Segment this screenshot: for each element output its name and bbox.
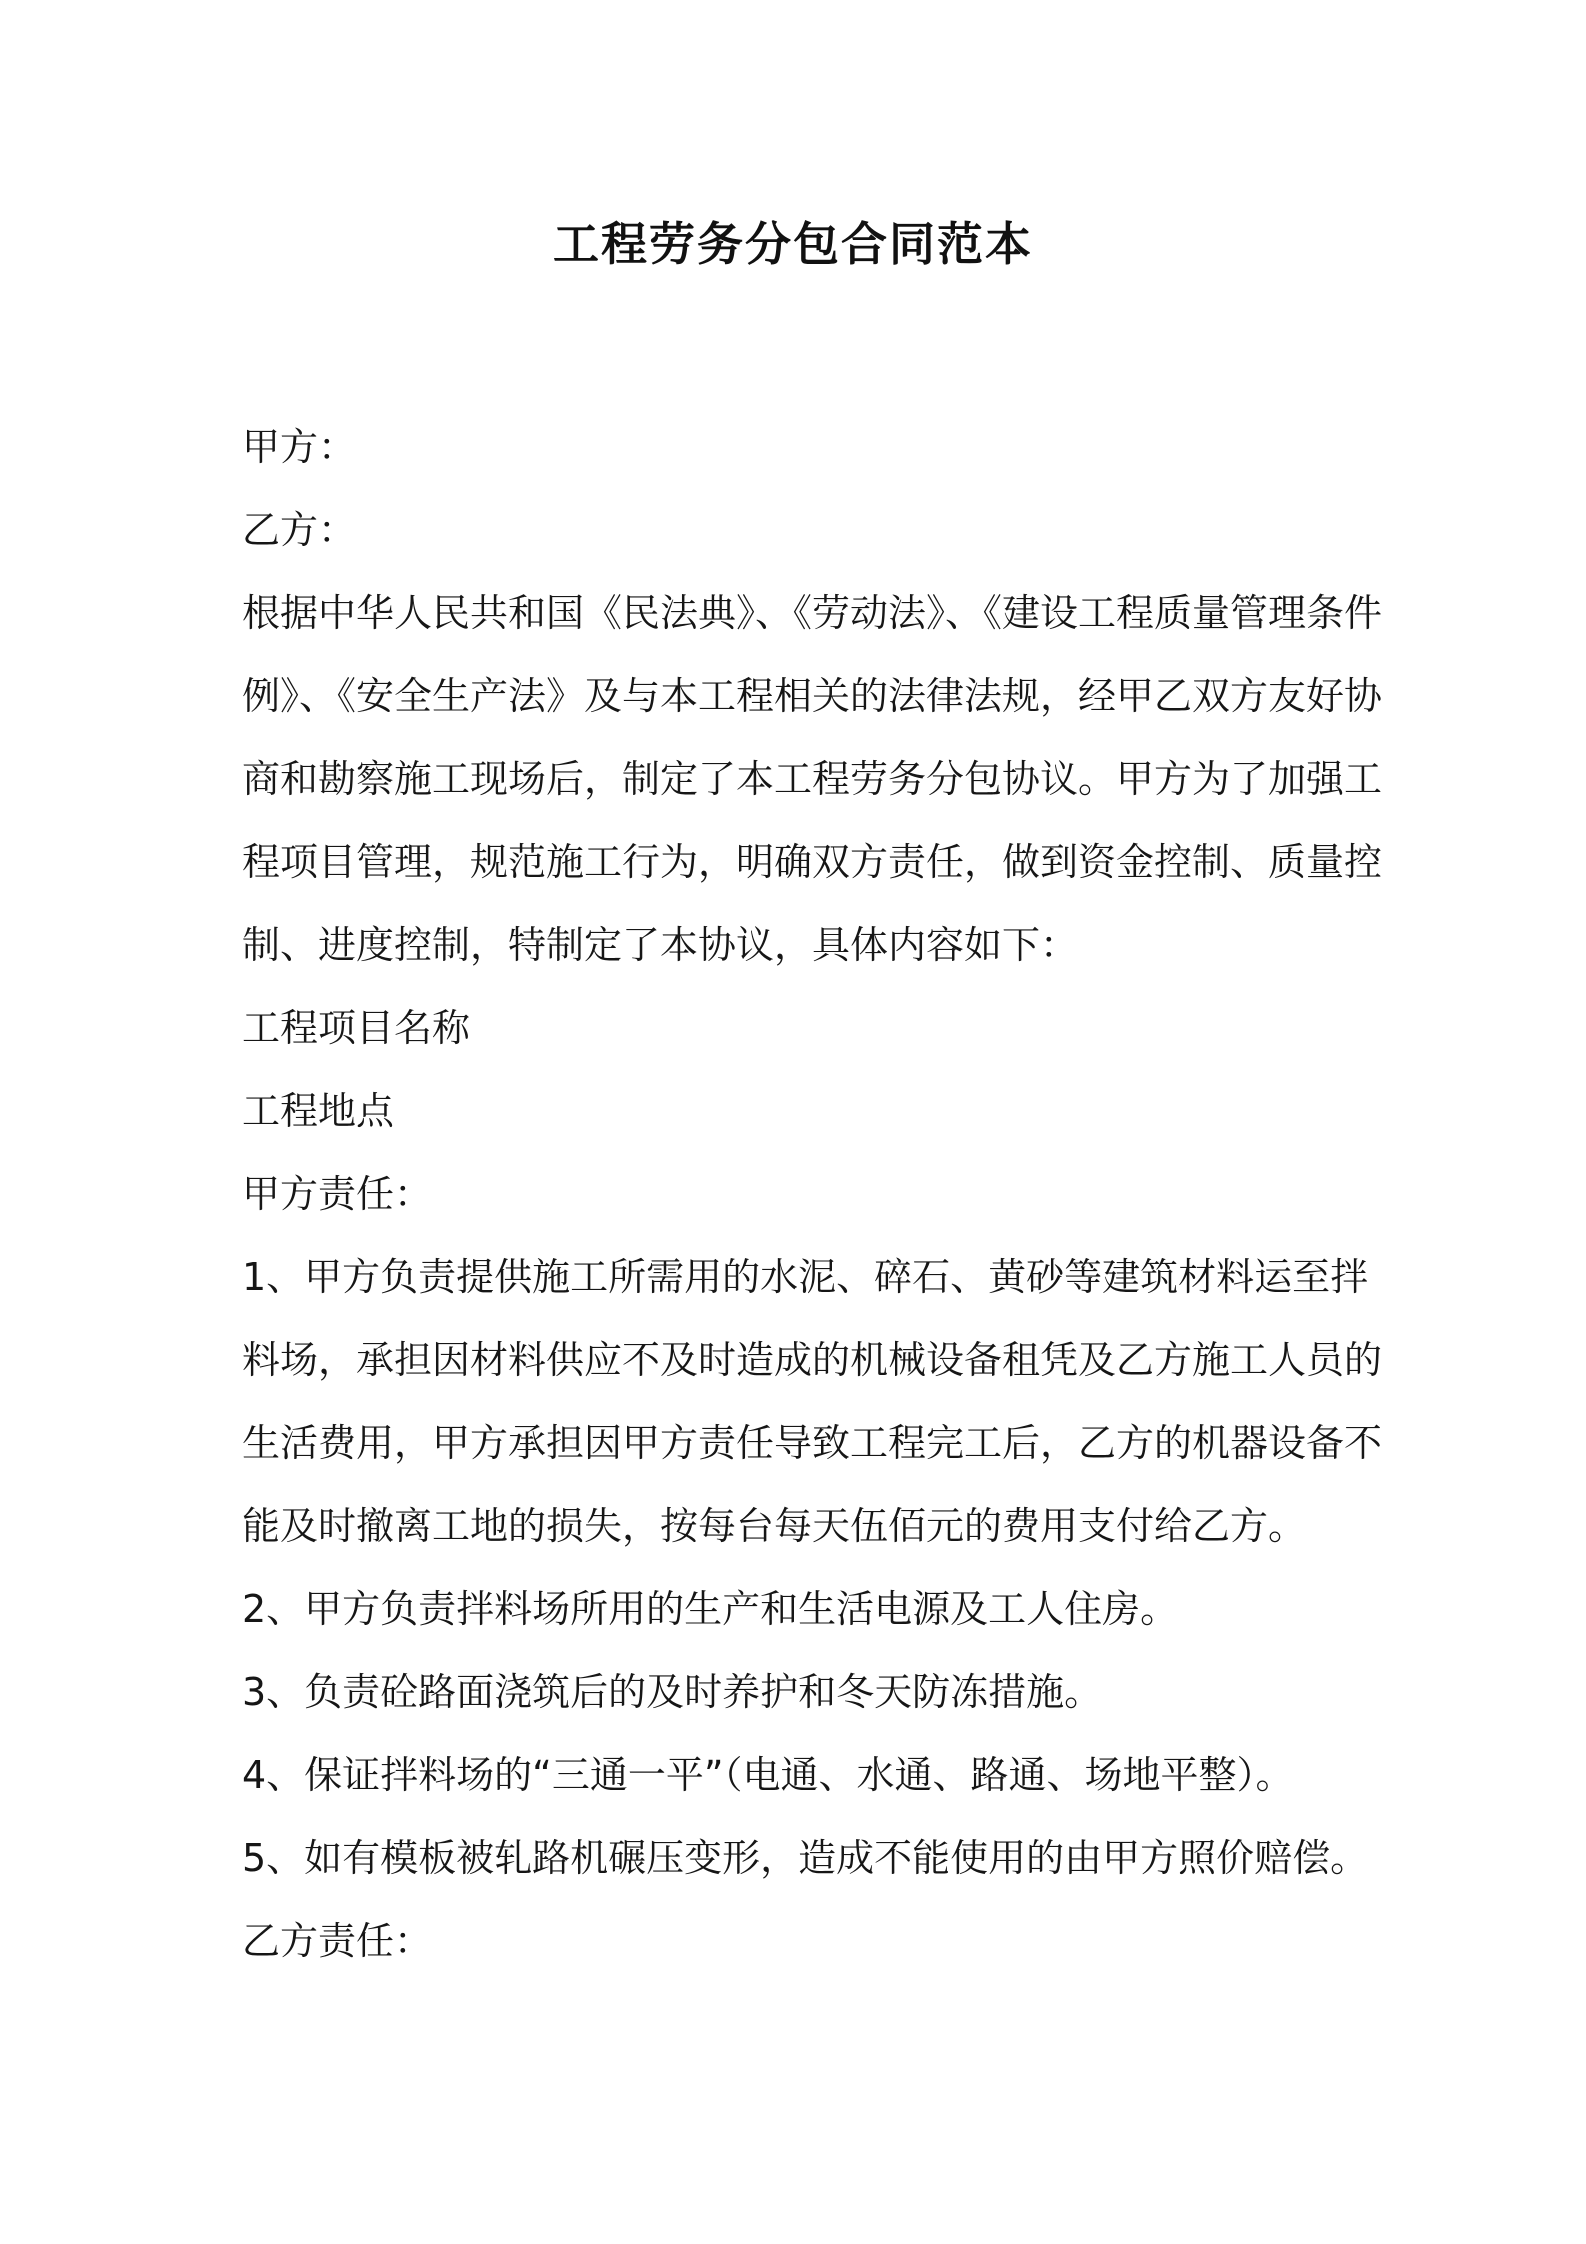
document-title: 工程劳务分包合同范本 xyxy=(553,217,1033,271)
party-a-item-1-line-3: 生活费用，甲方承担因甲方责任导致工程完工后，乙方的机器设备不 xyxy=(242,1421,1383,1465)
party-a-responsibilities-heading: 甲方责任： xyxy=(242,1172,433,1216)
party-b-responsibilities-heading: 乙方责任： xyxy=(242,1919,433,1963)
project-location-label: 工程地点 xyxy=(242,1089,395,1133)
party-a-item-1-line-2: 料场，承担因材料供应不及时造成的机械设备租凭及乙方施工人员的 xyxy=(242,1338,1383,1382)
party-a-item-5: 5、如有模板被轧路机碾压变形，造成不能使用的由甲方照价赔偿。 xyxy=(242,1836,1369,1880)
project-name-label: 工程项目名称 xyxy=(242,1006,471,1050)
party-a-line: 甲方： xyxy=(242,425,357,469)
intro-paragraph-line-3: 商和勘察施工现场后，制定了本工程劳务分包协议。甲方为了加强工 xyxy=(242,757,1383,801)
document-body xyxy=(242,406,1383,1983)
party-b-line: 乙方： xyxy=(242,508,357,552)
intro-paragraph-line-2: 例》、《安全生产法》及与本工程相关的法律法规，经甲乙双方友好协 xyxy=(242,674,1383,718)
intro-paragraph-line-5: 制、进度控制，特制定了本协议，具体内容如下： xyxy=(242,923,1079,967)
intro-paragraph-line-1: 根据中华人民共和国《民法典》、《劳动法》、《建设工程质量管理条件 xyxy=(242,591,1383,635)
party-a-item-1-line-4: 能及时撤离工地的损失，按每台每天伍佰元的费用支付给乙方。 xyxy=(242,1504,1307,1548)
intro-paragraph-line-4: 程项目管理，规范施工行为，明确双方责任，做到资金控制、质量控 xyxy=(242,840,1383,884)
party-a-item-4: 4、保证拌料场的“三通一平”（电通、水通、路通、场地平整）。 xyxy=(242,1753,1294,1797)
party-a-item-2: 2、甲方负责拌料场所用的生产和生活电源及工人住房。 xyxy=(242,1587,1179,1631)
party-a-item-3: 3、负责砼路面浇筑后的及时养护和冬天防冻措施。 xyxy=(242,1670,1103,1714)
party-a-item-1-line-1: 1、甲方负责提供施工所需用的水泥、碎石、黄砂等建筑材料运至拌 xyxy=(242,1255,1369,1299)
